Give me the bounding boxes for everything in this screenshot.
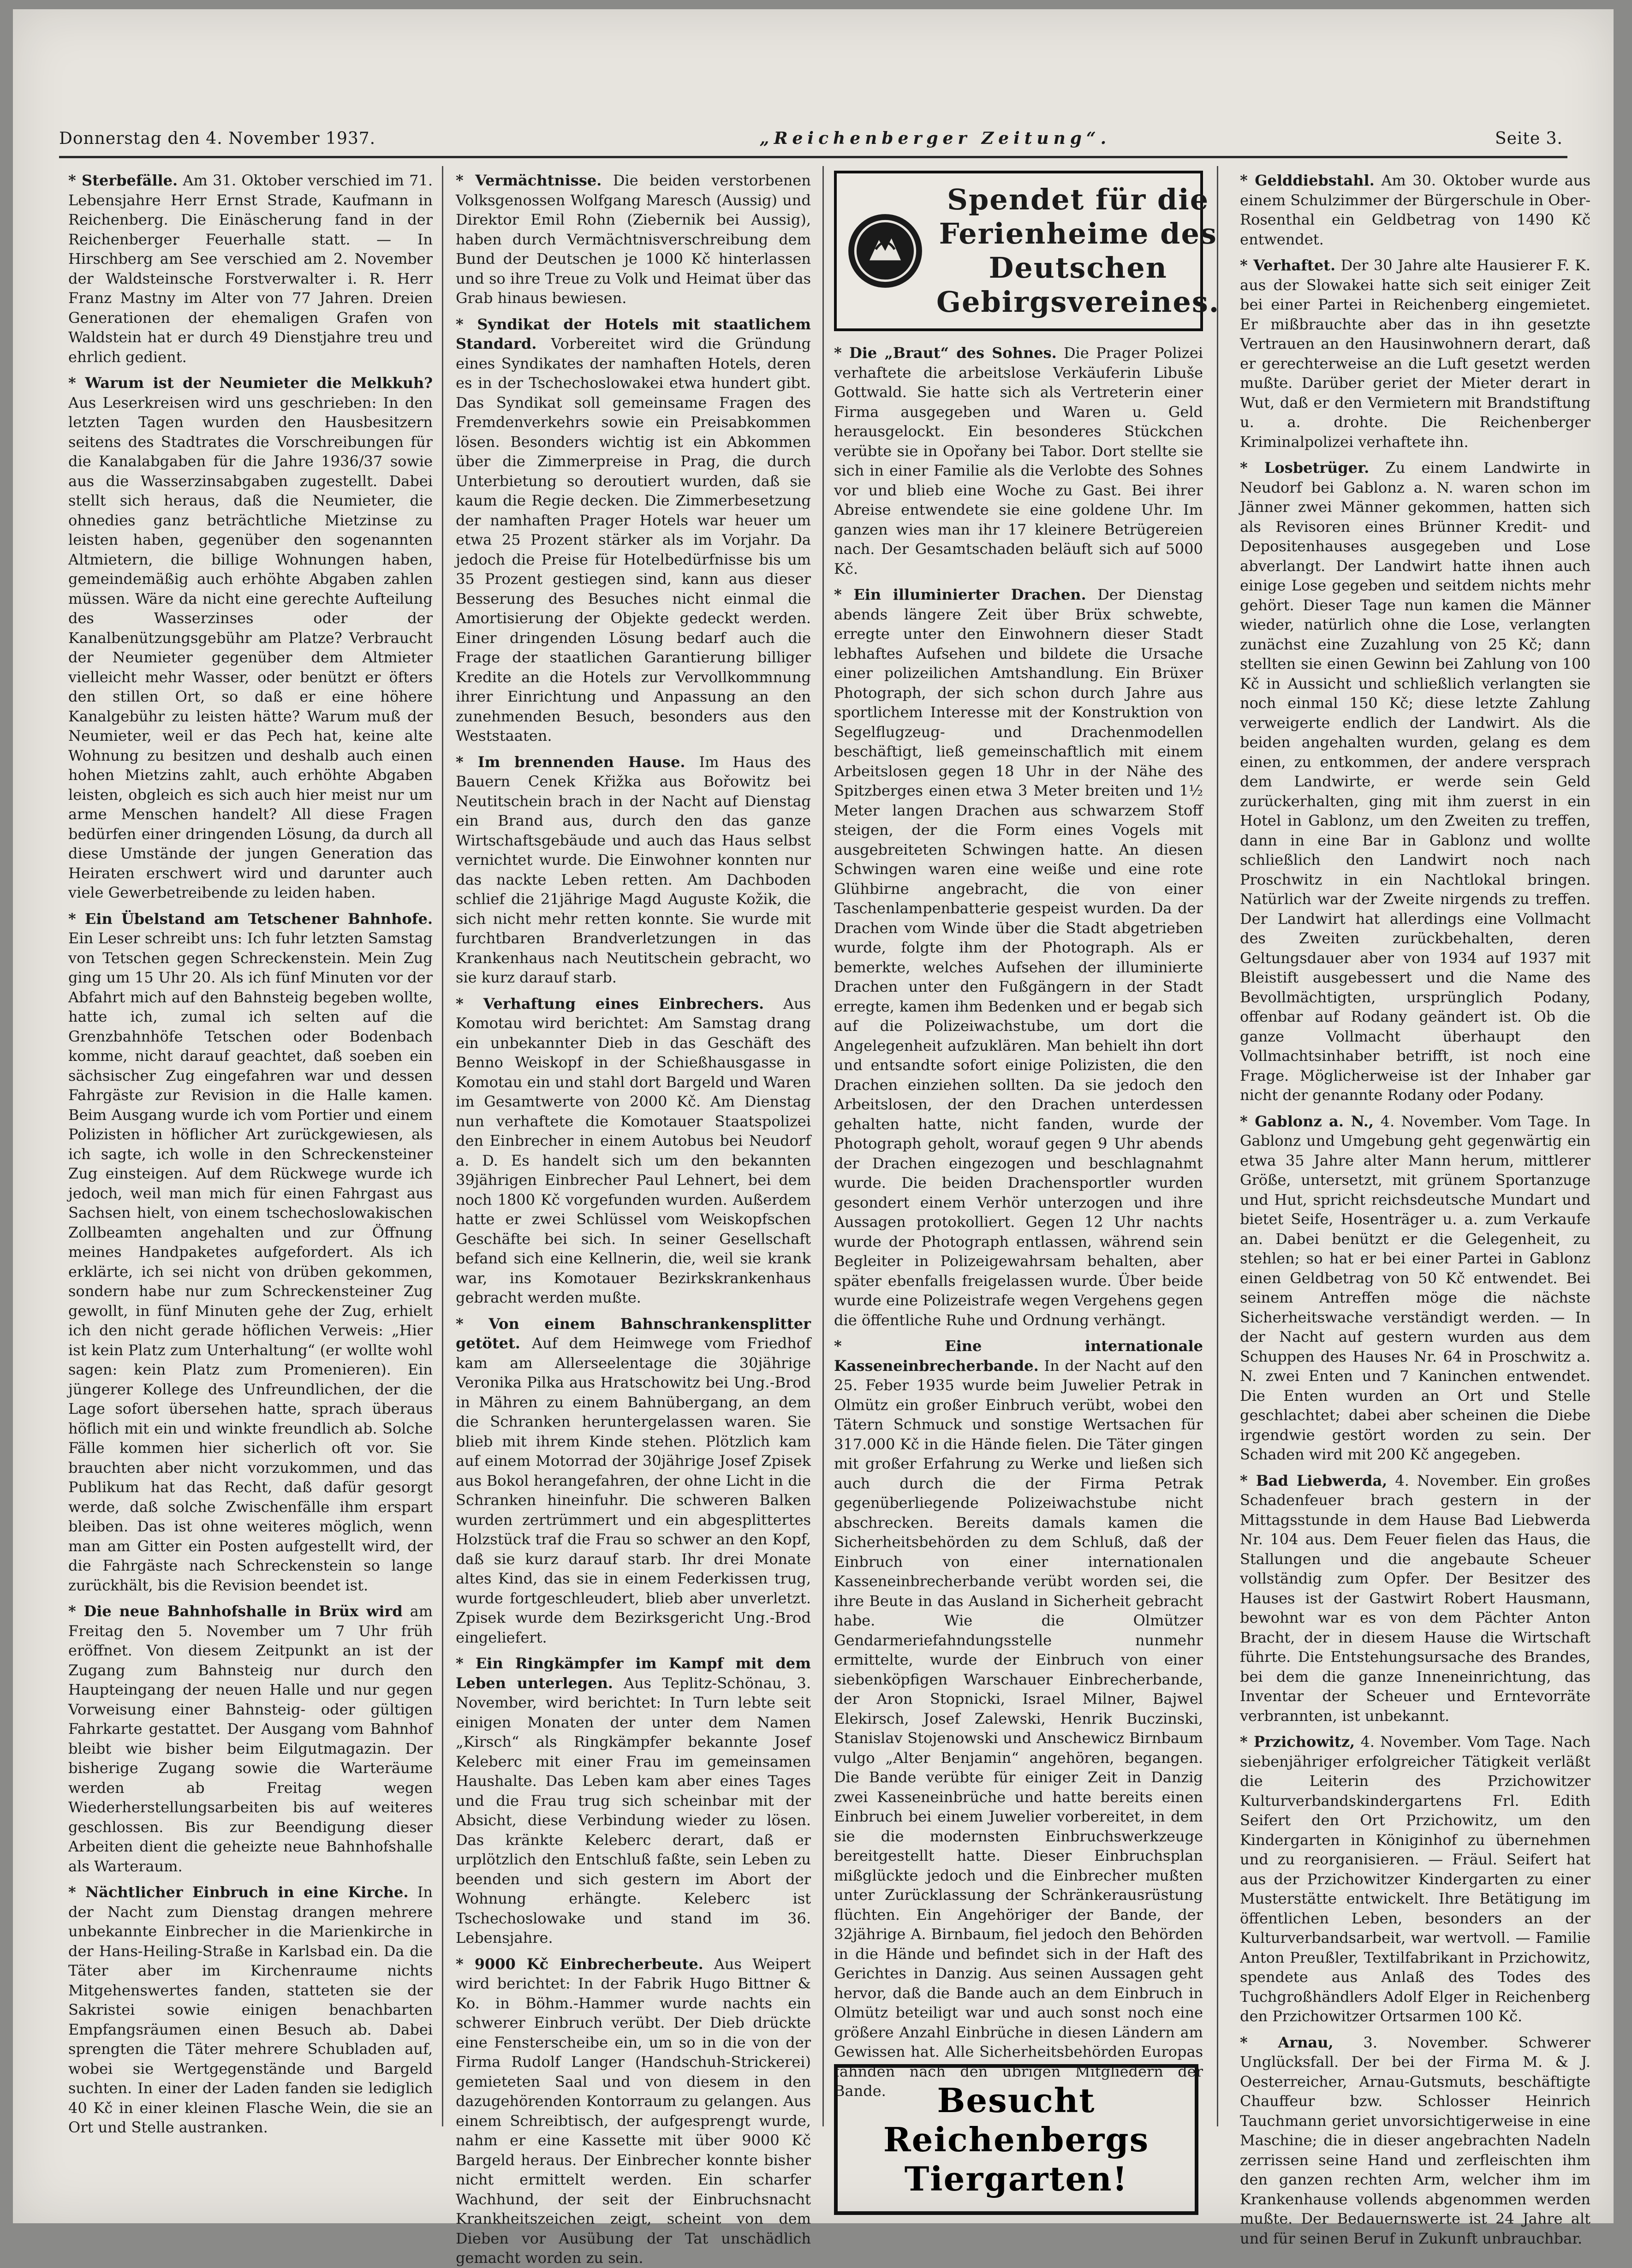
page-header [59,125,1563,152]
article-body: In der Nacht auf den 25. Feber 1935 wurde beim Juwelier Petrak in Olmütz ein großer Einbruch verübt, wobei den Tätern Schmuck und sonstige Wertsachen für 317.000 Kč in die Hände fielen. Die Täter gingen mit großer Erfahrung zu Werke und ließen sich auch durch die der Firma Petrak gegenüberliegende Polizeiwachstube nicht abschrecken. Bereits damals kamen die Sicherheitsbehörden zu dem Schluß, daß der Einbruch von einer internationalen Kasseneinbrecherbande verübt worden sei, die ihre Beute in das Ausland in Sicherheit gebracht habe. Wie die Olmützer Gendarmeriefahndungsstelle nunmehr ermittelte, wurde der Einbruch von einer siebenköpfigen Warschauer Einbrecherbande, der Aron Stopnicki, Israel Milner, Bajwel Elekirsch, Josef Zalewski, Henrik Buczinski, Stanislav Stojenowski und Anschewicz Birnbaum vulgo „Alter Benjamin“ angehören, begangen. Die Bande verübte für einiger Zeit in Danzig zwei Kasseneinbrüche und hatte bereits einen Einbruch bei einem Juwelier vorbereitet, in dem sie die modernsten Einbruchswerkzeuge bereitgestellt hatte. Dieser Einbruchsplan mißglückte jedoch und die Einbrecher mußten unter Zurücklassung der Schränkerausrüstung flüchten. Ein Angehöriger der Bande, der 32jährige A. Birnbaum, fiel jedoch den Behörden in die Hände und befindet sich in der Haft des Gerichtes in Danzig. Aus seinen Aussagen geht hervor, daß die Bande auch an dem Einbruch in Olmütz beteiligt war und auch sonst noch eine größere Anzahl Einbrüche in diesen Ländern am Gewissen hat. Alle Sicherheitsbehörden Europas fahnden nach den übrigen Mitgliedern der Bande. [834,1357,1203,2100]
article-headline: * Syndikat der Hotels mit staatlichem Standard. [456,315,811,352]
column-divider [442,166,443,2126]
article-headline: * Verhaftet. [1240,256,1336,274]
article [68,373,433,903]
column-4 [1240,171,1591,2247]
article-headline: * Ein Übelstand am Tetschener Bahnhofe. [68,910,433,928]
article [1240,171,1590,249]
column-2 [456,171,811,2267]
article [68,171,433,367]
article-headline: * Eine internationale Kasseneinbrecherbande. [834,1337,1203,1375]
article-body: Die beiden verstorbenen Volksgenossen Wolfgang Maresch (Aussig) und Direktor Emil Rohn (Ziebernik bei Aussig), haben durch Vermächtnisverschreibung dem Bund der Deutschen je 1000 Kč hinterlassen und so ihre Treue zu Volk und Heimat über das Grab hinaus bewiesen. [456,172,811,307]
zoo-advertisement [834,2064,1198,2215]
article-headline: * Von einem Bahnschrankensplitter getötet. [456,1315,811,1352]
article-body: Zu einem Landwirte in Neudorf bei Gablonz a. N. waren schon im Jänner zwei Männer gekommen, hatten sich als Revisoren eines Brünner Kredit- und Depositenhauses ausgegeben und Lose abverlangt. Der Landwirt hatte ihnen auch einige Lose gegeben und seitdem nichts mehr gehört. Dieser Tage nun kamen die Männer wieder, natürlich ohne die Lose, verlangten zunächst eine Zuzahlung von 25 Kč; dann stellten sie einen Gewinn bei Zahlung von 100 Kč in Aussicht und schließlich verlangten sie noch einmal 150 Kč; diese letzte Zahlung verweigerte endlich der Landwirt. Als die beiden angehalten wurden, gelang es dem einen, zu entkommen, der andere versprach dem Landwirte, er werde sein Geld zurückerhalten, ging mit ihm zuerst in ein Hotel in Gablonz, um den Zweiten zu treffen, dann in eine Bar in Gablonz und wollte schließlich den Landwirt noch nach Proschwitz in ein Nachtlokal bringen. Natürlich war der Zweite nirgends zu treffen. Der Landwirt hat allerdings eine Vollmacht des Zweiten zurückbehalten, deren Geltungsdauer aber von 1934 auf 1937 mit Bleistift ausgebessert und die Name des Bevollmächtigten, ursprünglich Podany, offenbar auf Rodany geändert ist. Ob die ganze Vollmacht überhaupt den Vollmachtsinhaber betrifft, ist noch eine Frage. Möglicherweise ist der Inhaber gar nicht der genannte Rodany oder Podany. [1240,459,1591,1104]
article [456,752,811,988]
article [456,171,811,308]
article-headline: * Gablonz a. N., [1240,1112,1374,1130]
column-1 [68,171,433,2136]
column-divider [822,166,824,2126]
article-body: am Freitag den 5. November um 7 Uhr früh eröffnet. Von diesem Zeitpunkt an ist der Zugang zum Bahnsteig nur durch den Haupteingang der neuen Halle und nur gegen Vorweisung einer Bahnsteig- oder gültigen Fahrkarte gestattet. Der Ausgang vom Bahnhof bleibt wie bisher beim Eilgutmagazin. Der bisherige Zugang sowie die Warteräume werden ab Freitag wegen Wiederherstellungsarbeiten bis auf weiteres geschlossen. Bis zur Beendigung dieser Arbeiten dient die geheizte neue Bahnhofshalle als Warteraum. [68,1602,433,1875]
article-headline: * 9000 Kč Einbrecherbeute. [456,1955,703,1973]
article [1240,1112,1590,1464]
article-headline: * Ein illuminierter Drachen. [834,586,1086,603]
newspaper-page [13,9,1614,2267]
masthead: „Reichenberger Zeitung“. [759,129,1111,148]
article-body: Die Prager Polizei verhaftete die arbeitslose Verkäuferin Libuše Gottwald. Sie hatte sich als Vertreterin einer Firma ausgegeben und Waren u. Geld herausgelockt. Ein besonderes Stückchen verübte sie in Opořany bei Tabor. Dort stellte sie sich in einer Familie als die Verlobte des Sohnes vor und blieb eine Woche zu Gast. Bei ihrer Abreise entwendete sie eine goldene Uhr. Im ganzen wies man ihr 17 kleinere Betrügereien nach. Der Gesamtschaden beläuft sich auf 5000 Kč. [834,344,1203,577]
article-headline: * Verhaftung eines Einbrechers. [456,994,764,1012]
article [1240,2033,1590,2249]
article [456,994,811,1308]
association-emblem-icon [846,212,924,290]
article-body: Am 31. Oktober verschied im 71. Lebensjahre Herr Ernst Strade, Kaufmann in Reichenberg. Die Einäscherung fand in der Reichenberger Feuerhalle statt. — In Hirschberg am See verschied am 2. November der Waldsteinsche Forstverwalter i. R. Herr Franz Mastny im Alter von 77 Jahren. Dreien Generationen der ehemaligen Grafen von Waldstein hat er durch 49 Dienstjahre treu und ehrlich gedient. [68,172,433,366]
article-body: 4. November. Vom Tage. Nach siebenjähriger erfolgreicher Tätigkeit verläßt die Leiterin des Przichowitzer Kulturverbandskindergartens Frl. Edith Seifert den Ort Przichowitz, um den Kindergarten in Königinhof zu übernehmen und zu reorganisieren. — Fräul. Seifert hat aus der Przichowitzer Kindergarten zu einer Musterstätte entwickelt. Ihre Betätigung im öffentlichen Leben, besonders an der Kulturverbandsarbeit, war wertvoll. — Familie Anton Preußler, Textilfabrikant in Przichowitz, spendete aus Anlaß des Todes des Tuchgroßhändlers Adolf Elger in Reichenberg den Przichowitzer Ortsarmen 100 Kč. [1240,1733,1591,2025]
article-body: Ein Leser schreibt uns: Ich fuhr letzten Samstag von Tetschen gegen Schreckenstein. Mein Zug ging um 15 Uhr 20. Als ich fünf Minuten vor der Abfahrt mich auf den Bahnsteig begeben wollte, hatte ich, zumal ich selten auf die Grenzbahnhöfe Tetschen oder Bodenbach komme, nicht darauf geachtet, daß soeben ein sächsischer Zug eingefahren war und dessen Fahrgäste zur Revision in die Halle kamen. Beim Ausgang wurde ich vom Portier und einem Polizisten in höflicher Art zurückgewiesen, als ich sagte, ich wolle in den Schreckensteiner Zug einsteigen. Auf dem Rückwege wurde ich jedoch, weil man mich für einen Fahrgast aus Sachsen hielt, von einem tschechoslowakischen Zollbeamten angehalten und zur Öffnung meines Handpaketes aufgefordert. Als ich erklärte, ich sei nicht von drüben gekommen, sondern habe nur zum Schreckensteiner Zug gewollt, in fünf Minuten gehe der Zug, erhielt ich den nicht gerade höflichen Verweis: „Hier ist kein Platz zum Unterhaltung“ (er wollte wohl sagen: kein Platz zum Promenieren). Ein jüngerer Kollege des Unfreundlichen, der die Lage sofort übersehen hatte, sprach überaus höflich mit ein und winkte freundlich ab. Solche Fälle kommen hier sicherlich oft vor. Sie brauchten aber nicht vorzukommen, und das Publikum hat das Recht, daß dafür gesorgt werde, daß solche Zwischenfälle ihm erspart bleiben. Das ist ohne weiteres möglich, wenn man am Gitter ein Posten aufgestellt wird, der die Fahrgäste nach Schreckenstein so lange zurückhält, bis die Revision beendet ist. [68,929,433,1594]
article-body: 3. November. Schwerer Unglücksfall. Der bei der Firma M. & J. Oesterreicher, Arnau-Gutsmuts, beschäftigte Chauffeur bzw. Schlosser Heinrich Tauchmann geriet unvorsichtigerweise in eine Maschine; die in dieser angebrachten Nadeln zerrissen seine Hand und zerfleischten ihm den ganzen rechten Arm, welcher ihm im Krankenhause vollends abgenommen werden mußte. Der Bedauernswerte ist 24 Jahre alt und für seinen Beruf in Zukunft unbrauchbar. [1240,2033,1591,2247]
article-body: Auf dem Heimwege vom Friedhof kam am Allerseelentage die 30jährige Veronika Pilka aus Hratschowitz bei Ung.-Brod in Mähren zu einem Bahnübergang, an dem die Schranken heruntergelassen waren. Sie blieb mit ihrem Kinde stehen. Plötzlich kam auf einem Motorrad der 30jährige Josef Zpisek aus Bokol herangefahren, der ohne Licht in die Schranken hineinfuhr. Die schweren Balken wurden zertrümmert und ein abgesplittertes Holzstück traf die Frau so schwer an den Kopf, daß sie kurz darauf starb. Ihr drei Monate altes Kind, das sie in einem Federkissen trug, wurde fortgeschleudert, blieb aber unverletzt. Zpisek wurde dem Bezirksgericht Ung.-Brod eingeliefert. [456,1334,811,1646]
article [456,1954,811,2268]
article-body: Aus Komotau wird berichtet: Am Samstag drang ein unbekannter Dieb in das Geschäft des Benno Weiskopf in der Schießhausgasse in Komotau ein und stahl dort Bargeld und Waren im Gesamtwerte von 2000 Kč. Am Dienstag nun verhaftete die Komotauer Staatspolizei den Einbrecher in einem Autobus bei Neudorf a. D. Es handelt sich um den bekannten 39jährigen Einbrecher Paul Lehnert, bei dem noch 1800 Kč vorgefunden wurden. Außerdem hatte er zwei Schlüssel vom Weiskopfschen Geschäfte bei sich. In seiner Gesellschaft befand sich eine Kellnerin, die, weil sie krank war, ins Komotauer Bezirkskrankenhaus gebracht werden mußte. [456,994,811,1306]
article [68,1882,433,2137]
article-body: Aus Weipert wird berichtet: In der Fabrik Hugo Bittner & Ko. in Böhm.-Hammer wurde nachts ein schwerer Einbruch verübt. Der Dieb drückte eine Fensterscheibe ein, um so in die von der Firma Rudolf Langer (Handschuh-Strickerei) gemieteten Saal und von diesem in den dazugehörenden Kontorraum zu gelangen. Aus einem Schreibtisch, der aufgesprengt wurde, nahm er eine Kassette mit über 9000 Kč Bargeld heraus. Der Einbrecher konnte bisher nicht ermittelt werden. Ein scharfer Wachhund, der seit der Einbruchsnacht Krankheitszeichen zeigt, scheint von dem Dieben vor Ausübung der Tat unschädlich gemacht worden zu sein. [456,1955,811,2267]
article [68,909,433,1595]
article-headline: * Bad Liebwerda, [1240,1471,1388,1489]
article [456,315,811,746]
article-body: Aus Leserkreisen wird uns geschrieben: In den letzten Tagen wurden den Hausbesitzern seitens des Stadtrates die Vorschreibungen für die Kanalabgaben für die Jahre 1936/37 sowie aus die Wasserzinsabgaben zugestellt. Dabei stellt sich heraus, daß die Neumieter, die ohnedies ganz beträchtliche Mietzinse zu leisten haben, gegenüber den sogenannten Altmietern, die billige Wohnungen haben, gemeindemäßig auch erhöhte Abgaben zahlen müssen. Wäre da nicht eine gerechte Aufteilung des Wasserzinses oder der Kanalbenützungsgebühr am Platze? Verbraucht der Neumieter gegenüber dem Altmieter vielleicht mehr Wasser, oder benützt er öfters den stillen Ort, so daß er eine höhere Kanalgebühr zu leisten hätte? Warum muß der Neumieter, weil er das Pech hat, keine alte Wohnung zu besitzen und deshalb auch einen hohen Mietzins zahlt, auch erhöhte Abgaben leisten, obgleich es sich auch hier meist nur um arme Menschen handelt? All diese Fragen bedürfen einer dringenden Lösung, da durch all diese Umstände der jungen Generation das Heiraten erschwert wird und darunter auch viele Gewerbetreibende zu leiden haben. [68,393,433,901]
article [1240,256,1590,452]
article-body: Im Haus des Bauern Cenek Křižka aus Bořowitz bei Neutitschein brach in der Nacht auf Dienstag ein Brand aus, durch den das ganze Wirtschaftsgebäude und auch das Haus selbst vernichtet wurde. Die Einwohner konnten nur das nackte Leben retten. Am Dachboden schlief die 21jährige Magd Auguste Kožik, die sich nicht mehr retten konnte. Sie wurde mit furchtbaren Brandverletzungen in das Krankenhaus nach Neutitschein gebracht, wo sie kurz darauf starb. [456,753,811,986]
article [1240,1471,1590,1726]
article-body: Der 30 Jahre alte Hausierer F. K. aus der Slowakei hatte sich seit einiger Zeit bei einer Partei in Reichenberg eingemietet. Er mißbrauchte aber das in ihn gesetzte Vertrauen an den Hausinwohnern derart, daß er gerechterweise an die Luft gesetzt werden mußte. Darüber geriet der Mieter derart in Wut, daß er den Vermietern mit Brandstiftung u. a. drohte. Die Reichenberger Kriminalpolizei verhaftete ihn. [1240,256,1591,451]
advertisement-box [834,171,1220,331]
article-headline: * Die „Braut“ des Sohnes. [834,344,1057,362]
article-body: Der Dienstag abends längere Zeit über Brüx schwebte, erregte unter den Einwohnern dieser Stadt lebhaftes Aufsehen und bildete die Ursache einer polizeilichen Amtshandlung. Ein Brüxer Photograph, der sich schon durch Jahre aus sportlichem Interesse mit der Konstruktion von Segelflugzeug- und Drachenmodellen beschäftigt, ließ gemeinschaftlich mit einem Arbeitslosen gegen 18 Uhr in der Nähe des Spitzberges einen etwa 3 Meter breiten und 1½ Meter langen Drachen aus schwarzem Stoff steigen, der die Form eines Vogels mit ausgebreiteten Schwingen hatte. An diesen Schwingen waren eine weiße und eine rote Glühbirne angebracht, die von einer Taschenlampenbatterie gespeist wurden. Da der Drachen vom Winde über die Stadt abgetrieben wurde, folgte ihm der Photograph. Als er bemerkte, welches Aufsehen der illuminierte Drachen unter den Fußgängern in der Stadt erregte, kamen ihm Bedenken und er begab sich auf die Polizeiwachstube, um dort die Angelegenheit aufzuklären. Man behielt ihn dort und entsandte sofort einige Polizisten, die den Drachen einziehen sollten. Da sie jedoch den Arbeitslosen, der den Drachen unterdessen gehalten hatte, nicht fanden, wurde der Photograph geholt, worauf gegen 9 Uhr abends der Drachen eingezogen und beschlagnahmt wurde. Die beiden Drachensportler wurden gesondert einem Verhör unterzogen und ihre Aussagen protokolliert. Gegen 12 Uhr nachts wurde der Photograph entlassen, während sein Begleiter in Polizeigewahrsam behalten, aber später ebenfalls freigelassen wurde. Über beide wurde eine Polizeistrafe wegen Vergehens gegen die öffentliche Ruhe und Ordnung verhängt. [834,586,1203,1329]
article-headline: * Die neue Bahnhofshalle in Brüx wird [68,1602,403,1620]
column-3 [834,171,1220,2100]
article [1240,1732,1590,2026]
article [834,343,1203,578]
article-headline: * Przichowitz, [1240,1733,1355,1750]
article-headline: * Warum ist der Neumieter die Melkkuh? [68,374,433,392]
article [68,1601,433,1876]
article-headline: * Im brennenden Hause. [456,753,685,771]
article-headline: * Gelddiebstahl. [1240,172,1375,189]
article [1240,458,1590,1105]
article [834,1336,1203,2101]
page-number: Seite 3. [1495,129,1563,148]
article-body: 4. November. Ein großes Schadenfeuer brach gestern in der Mittagsstunde in dem Hause Bad Liebwerda Nr. 104 aus. Dem Feuer fielen das Haus, die Stallungen und die angebaute Scheuer vollständig zum Opfer. Der Besitzer des Hauses ist der Gastwirt Robert Hausmann, bewohnt war es von dem Pächter Anton Bracht, der in diesem Hause die Wirtschaft führte. Die Entstehungsursache des Brandes, bei dem die ganze Inneneinrichtung, das Inventar der Scheuer und Erntevorräte verbrannten, ist unbekannt. [1240,1471,1591,1725]
header-rule [59,156,1567,158]
advertisement-text: Spendet für die Ferienheime des Deutschen Gebirgsvereines. [936,183,1220,319]
issue-date: Donnerstag den 4. November 1937. [59,129,376,148]
article-body: Am 30. Oktober wurde aus einem Schulzimmer der Bürgerschule in Ober-Rosenthal ein Geldbetrag von 1490 Kč entwendet. [1240,172,1591,248]
article-headline: * Arnau, [1240,2033,1334,2051]
article-headline: * Nächtlicher Einbruch in eine Kirche. [68,1883,409,1901]
zoo-advertisement-text: Besucht Reichenbergs Tiergarten! [834,2064,1198,2215]
article-headline: * Vermächtnisse. [456,172,602,189]
article-body: 4. November. Vom Tage. In Gablonz und Umgebung geht gegenwärtig ein etwa 35 Jahre alter Mann herum, mittlerer Größe, untersetzt, mit grünem Sportanzuge und Hut, spricht reichsdeutsche Mundart und bietet Seife, Hosenträger u. a. zum Verkaufe an. Dabei benützt er die Gelegenheit, zu stehlen; so hat er bei einer Partei in Gablonz einen Geldbetrag von 50 Kč entwendet. Bei seinem Antreffen möge die nächste Sicherheitswache verständigt werden. — In der Nacht auf gestern wurden aus dem Schuppen des Hauses Nr. 64 in Proschwitz a. N. zwei Enten und 7 Kaninchen entwendet. Die Enten wurden an Ort und Stelle geschlachtet; dabei aber scheinen die Diebe irgendwie gestört worden zu sein. Der Schaden wird mit 200 Kč angegeben. [1240,1112,1591,1463]
article [834,585,1203,1330]
column-divider [1217,166,1218,2126]
article [456,1654,811,1948]
article-body: Aus Teplitz-Schönau, 3. November, wird berichtet: In Turn lebte seit einigen Monaten der unter dem Namen „Kirsch“ als Ringkämpfer bekannte Josef Keleberc mit einer Frau im gemeinsamen Haushalte. Das Leben kam aber eines Tages und die Frau trug sich scheinbar mit der Absicht, diese Verbindung wieder zu lösen. Das kränkte Keleberc derart, daß er urplötzlich den Entschluß faßte, sein Leben zu beenden und sich gestern im Abort der Wohnung erhängte. Keleberc ist Tschechoslowake und stand im 36. Lebensjahre. [456,1674,811,1947]
article [456,1314,811,1648]
article-body: Vorbereitet wird die Gründung eines Syndikates der namhaften Hotels, deren es in der Tschechoslowakei etwa hundert gibt. Das Syndikat soll gemeinsame Fragen des Fremdenverkehrs sowie ein Preisabkommen lösen. Besonders wichtig ist ein Abkommen über die Zimmerpreise in Prag, die durch Unterbietung so deroutiert wurden, daß sie kaum die Regie decken. Die Zimmerbesetzung der namhaften Prager Hotels war heuer um etwa 25 Prozent stärker als im Vorjahr. Da jedoch die Preise für Hotelbedürfnisse bis um 35 Prozent gestiegen sind, kann aus dieser Besserung des Besuches nicht einmal die Amortisierung der Objekte gedeckt werden. Einer dringenden Lösung bedarf auch die Frage der staatlichen Garantierung billiger Kredite an die Hotels zur Vervollkommnung ihrer Einrichtung und Anpassung an den zunehmenden Besuch, besonders aus den Weststaaten. [456,335,811,744]
article-body: In der Nacht zum Dienstag drangen mehrere unbekannte Einbrecher in die Marienkirche in der Hans-Heiling-Straße in Karlsbad ein. Da die Täter aber im Kirchenraume nichts Mitgehenswertes fanden, statteten sie der Sakristei sowie einigen benachbarten Empfangsräumen einen Besuch ab. Dabei sprengten die Täter mehrere Schubladen auf, wobei sie Wertgegenstände und Bargeld suchten. In einer der Laden fanden sie lediglich 40 Kč in einer kleinen Flasche Wein, die sie an Ort und Stelle austranken. [68,1883,433,2136]
article-headline: * Ein Ringkämpfer im Kampf mit dem Leben unterlegen. [456,1655,811,1692]
article-headline: * Losbetrüger. [1240,459,1370,476]
article-headline: * Sterbefälle. [68,172,178,189]
